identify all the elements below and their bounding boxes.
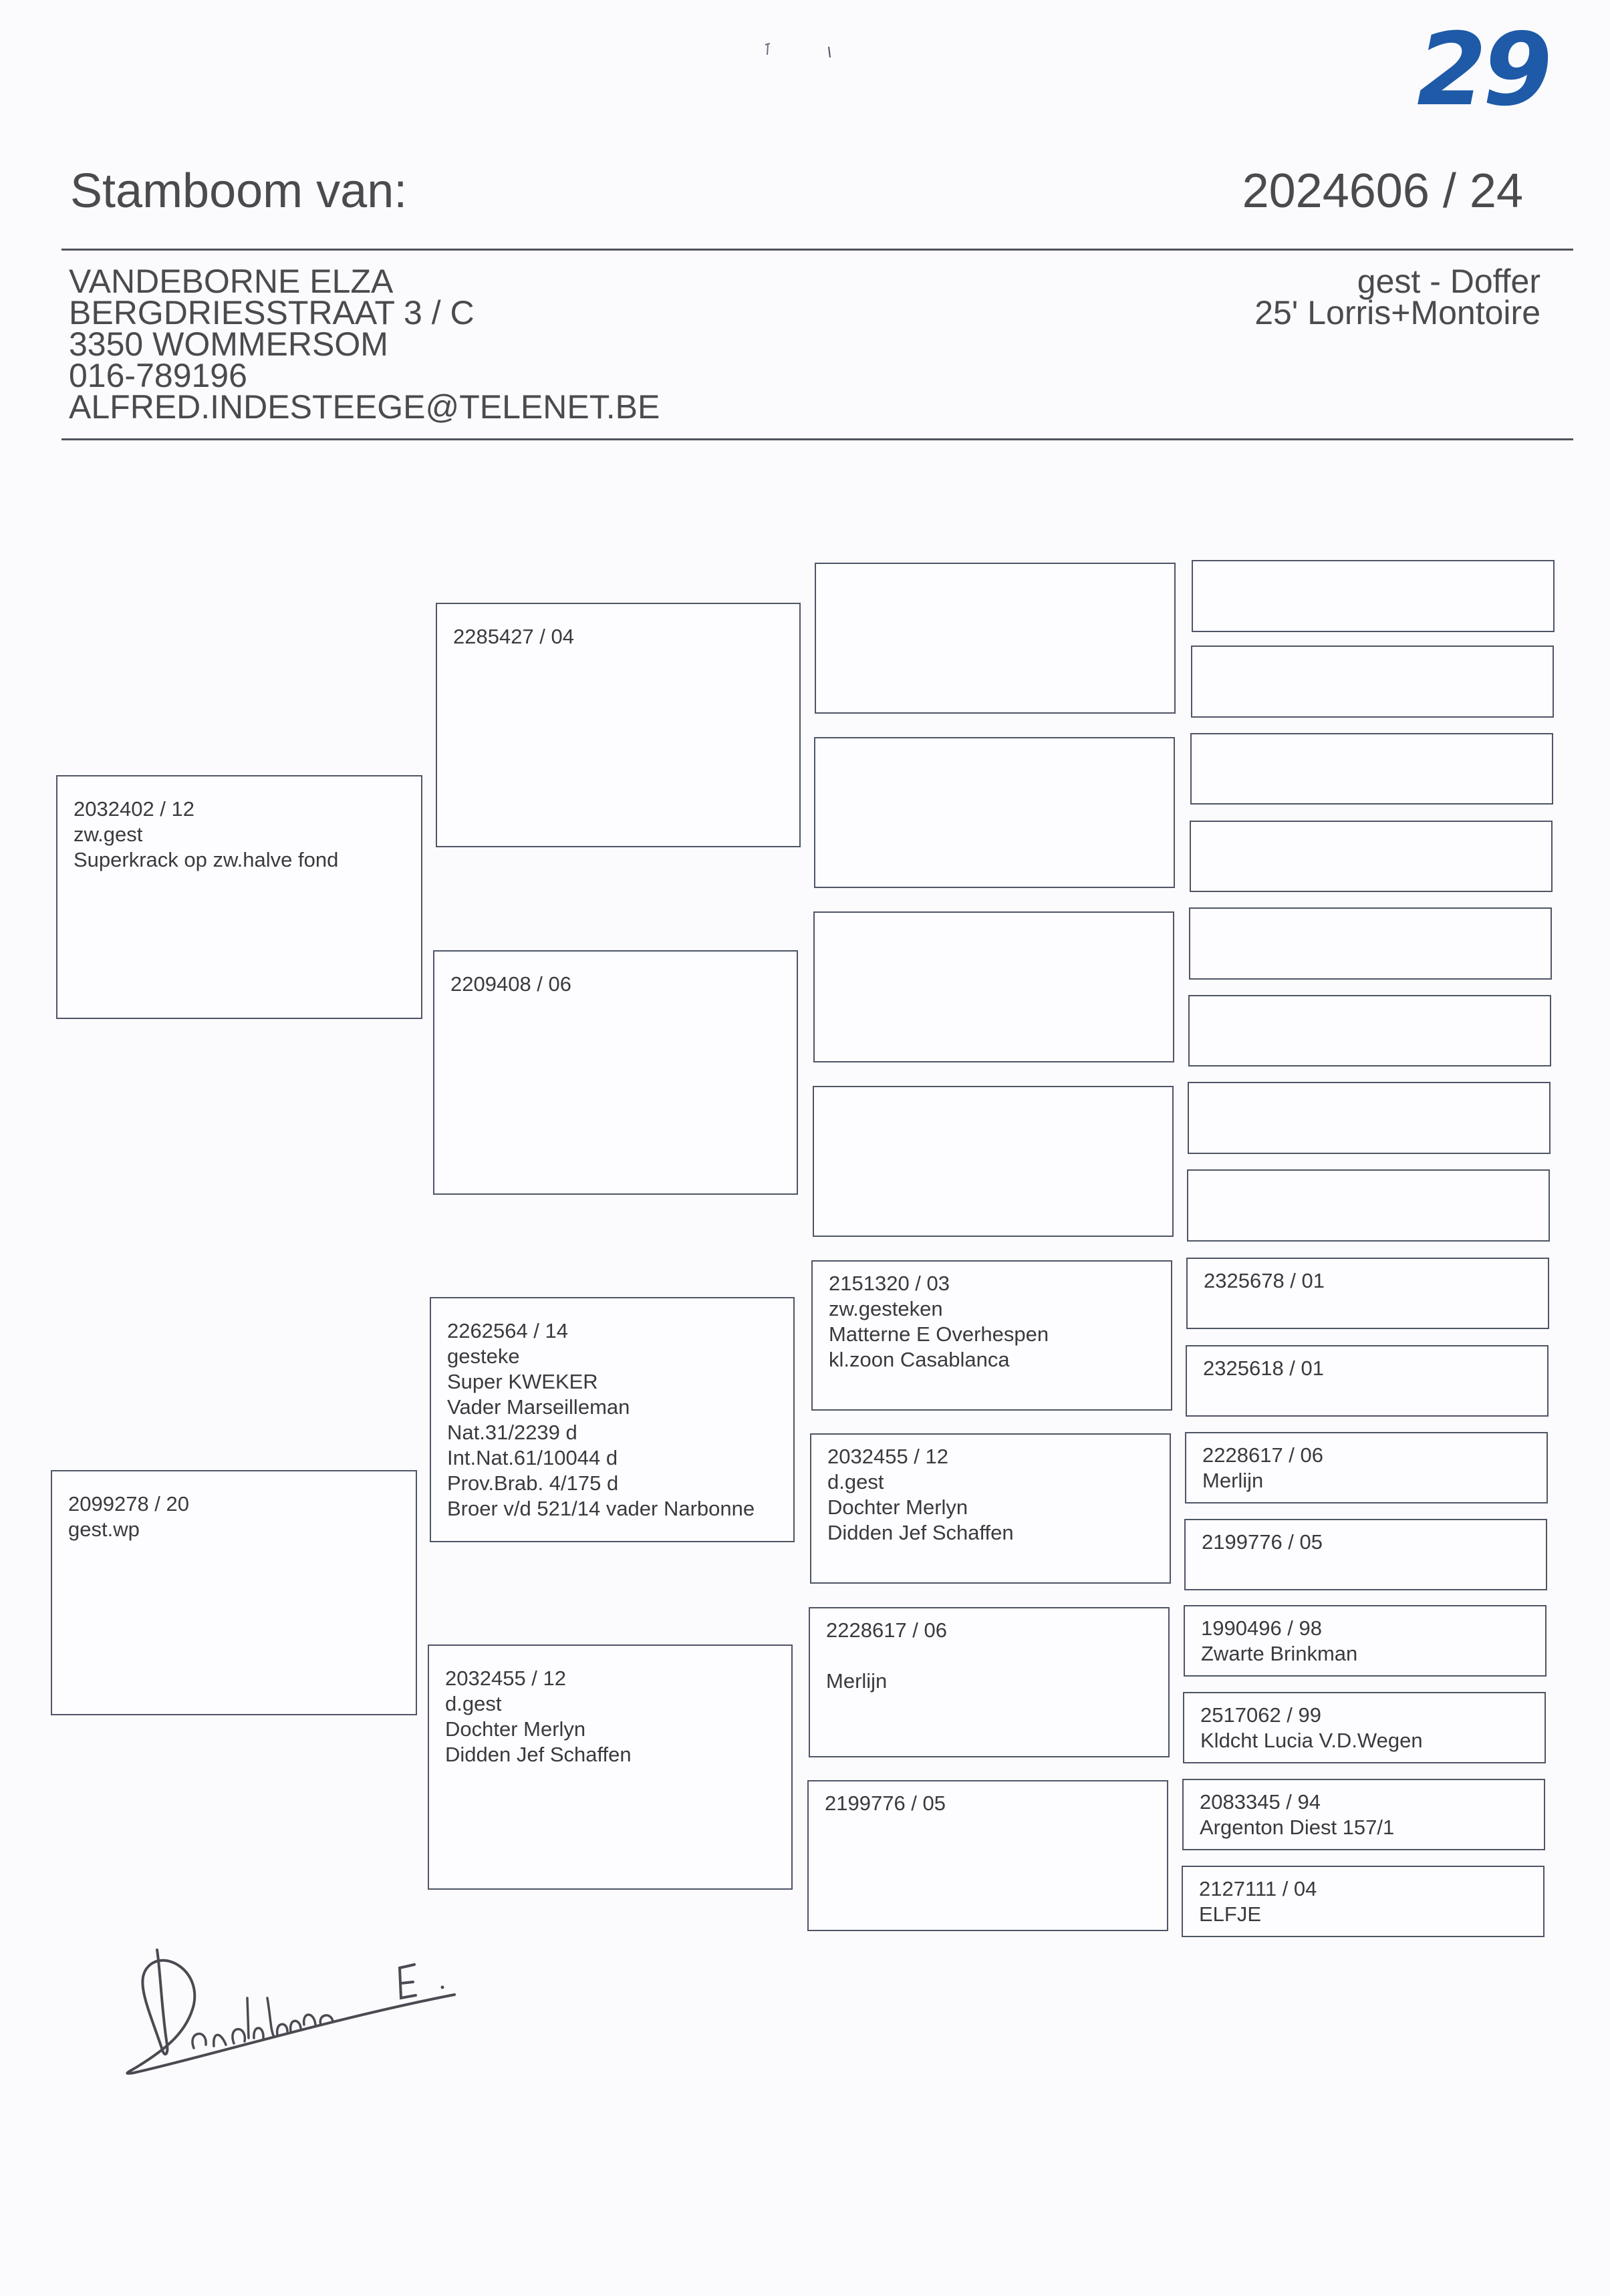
signature	[120, 1931, 468, 2085]
ring-id: 2127111 / 04	[1199, 1877, 1317, 1900]
parent-box	[51, 1470, 417, 1715]
grandparent-box	[433, 950, 798, 1195]
owner-name: VANDEBORNE ELZA	[69, 263, 394, 300]
ring-id: 2032402 / 12	[74, 797, 195, 821]
pedigree-note: Merlijn	[1202, 1469, 1264, 1492]
owner-street: BERGDRIESSTRAAT 3 / C	[69, 294, 475, 331]
pedigree-note: ELFJE	[1199, 1902, 1262, 1926]
pedigree-note: kl.zoon Casablanca	[829, 1348, 1010, 1371]
pedigree-note: Didden Jef Schaffen	[827, 1521, 1014, 1544]
pedigree-note: d.gest	[827, 1470, 884, 1493]
pedigree-note: Broer v/d 521/14 vader Narbonne	[447, 1497, 755, 1520]
great-great-grandparent-box	[1191, 645, 1554, 718]
great-great-grandparent-box	[1182, 1779, 1545, 1850]
great-great-grandparent-box	[1185, 1432, 1548, 1503]
great-great-grandparent-box	[1183, 1692, 1546, 1763]
great-great-grandparent-box	[1189, 907, 1552, 980]
pedigree-note: Vader Marseilleman	[447, 1395, 630, 1419]
great-great-grandparent-box	[1186, 1258, 1549, 1329]
ring-id: 2032455 / 12	[827, 1445, 949, 1468]
great-great-grandparent-box	[1184, 1519, 1547, 1590]
great-great-grandparent-box	[1187, 1169, 1550, 1242]
great-great-grandparent-box	[1190, 733, 1553, 805]
pedigree-note: zw.gest	[74, 823, 143, 846]
great-grandparent-box	[813, 1086, 1174, 1237]
pedigree-note: Merlijn	[826, 1669, 888, 1693]
owner-city: 3350 WOMMERSOM	[69, 325, 388, 363]
pedigree-note: Didden Jef Schaffen	[445, 1743, 632, 1766]
great-grandparent-box	[809, 1607, 1170, 1757]
great-great-grandparent-box	[1182, 1866, 1545, 1937]
header-divider	[61, 249, 1573, 251]
great-grandparent-box	[814, 737, 1175, 888]
pedigree-note: Nat.31/2239 d	[447, 1421, 577, 1444]
great-great-grandparent-box	[1186, 1345, 1549, 1417]
great-great-grandparent-box	[1188, 1082, 1551, 1154]
ring-id: 2209408 / 06	[450, 972, 572, 996]
great-grandparent-box	[810, 1433, 1171, 1584]
owner-phone: 016-789196	[69, 357, 247, 394]
owner-block	[69, 263, 660, 426]
pedigree-note: gesteke	[447, 1344, 520, 1368]
pedigree-note: Prov.Brab. 4/175 d	[447, 1471, 619, 1495]
pedigree-note: Kldcht Lucia V.D.Wegen	[1200, 1729, 1423, 1752]
great-grandparent-box	[811, 1260, 1172, 1411]
pedigree-note	[826, 1643, 1154, 1669]
bird-results: 25' Lorris+Montoire	[1254, 294, 1540, 331]
great-great-grandparent-box	[1188, 995, 1551, 1066]
great-great-grandparent-box	[1192, 560, 1555, 632]
ring-id: 2032455 / 12	[445, 1667, 567, 1690]
grandparent-box	[436, 603, 801, 847]
pedigree-note: Zwarte Brinkman	[1201, 1642, 1358, 1665]
great-grandparent-box	[813, 911, 1174, 1062]
ring-id: 2083345 / 94	[1200, 1790, 1321, 1814]
ring-id: 1990496 / 98	[1201, 1616, 1323, 1640]
pedigree-note: Dochter Merlyn	[445, 1717, 586, 1741]
great-grandparent-box	[807, 1780, 1168, 1931]
great-great-grandparent-box	[1190, 821, 1553, 892]
ring-id: 2325618 / 01	[1203, 1356, 1325, 1380]
pedigree-note: zw.gesteken	[829, 1297, 943, 1320]
pedigree-note: Argenton Diest 157/1	[1200, 1816, 1395, 1839]
pedigree-note: Super KWEKER	[447, 1370, 598, 1393]
ring-id: 2285427 / 04	[453, 625, 575, 648]
ring-id: 2228617 / 06	[826, 1618, 948, 1642]
ring-id: 2228617 / 06	[1202, 1443, 1324, 1467]
ring-id: 2325678 / 01	[1204, 1269, 1325, 1292]
handwritten-page-number: 29	[1417, 12, 1549, 128]
ring-id: 2151320 / 03	[829, 1272, 950, 1295]
parent-box	[56, 775, 422, 1019]
pedigree-note: Matterne E Overhespen	[829, 1322, 1049, 1346]
scan-marks	[762, 41, 842, 61]
pedigree-note: d.gest	[445, 1692, 502, 1715]
bird-meta	[1254, 263, 1540, 331]
ring-id: 2199776 / 05	[825, 1791, 946, 1815]
grandparent-box	[430, 1297, 795, 1542]
great-great-grandparent-box	[1184, 1605, 1547, 1677]
great-grandparent-box	[815, 563, 1176, 714]
ring-number: 2024606 / 24	[1242, 164, 1523, 218]
pedigree-note: Dochter Merlyn	[827, 1495, 968, 1519]
ring-id: 2262564 / 14	[447, 1319, 569, 1342]
owner-divider	[61, 438, 1573, 440]
grandparent-box	[428, 1644, 793, 1890]
page-title: Stamboom van:	[70, 164, 408, 218]
ring-id: 2199776 / 05	[1202, 1530, 1323, 1554]
pedigree-note: gest.wp	[68, 1518, 140, 1541]
ring-id: 2517062 / 99	[1200, 1703, 1322, 1727]
ring-id: 2099278 / 20	[68, 1492, 190, 1516]
pedigree-note: Superkrack op zw.halve fond	[74, 848, 339, 871]
owner-email: ALFRED.INDESTEEGE@TELENET.BE	[69, 388, 660, 426]
bird-color-sex: gest - Doffer	[1357, 263, 1540, 300]
pedigree-note: Int.Nat.61/10044 d	[447, 1446, 618, 1469]
